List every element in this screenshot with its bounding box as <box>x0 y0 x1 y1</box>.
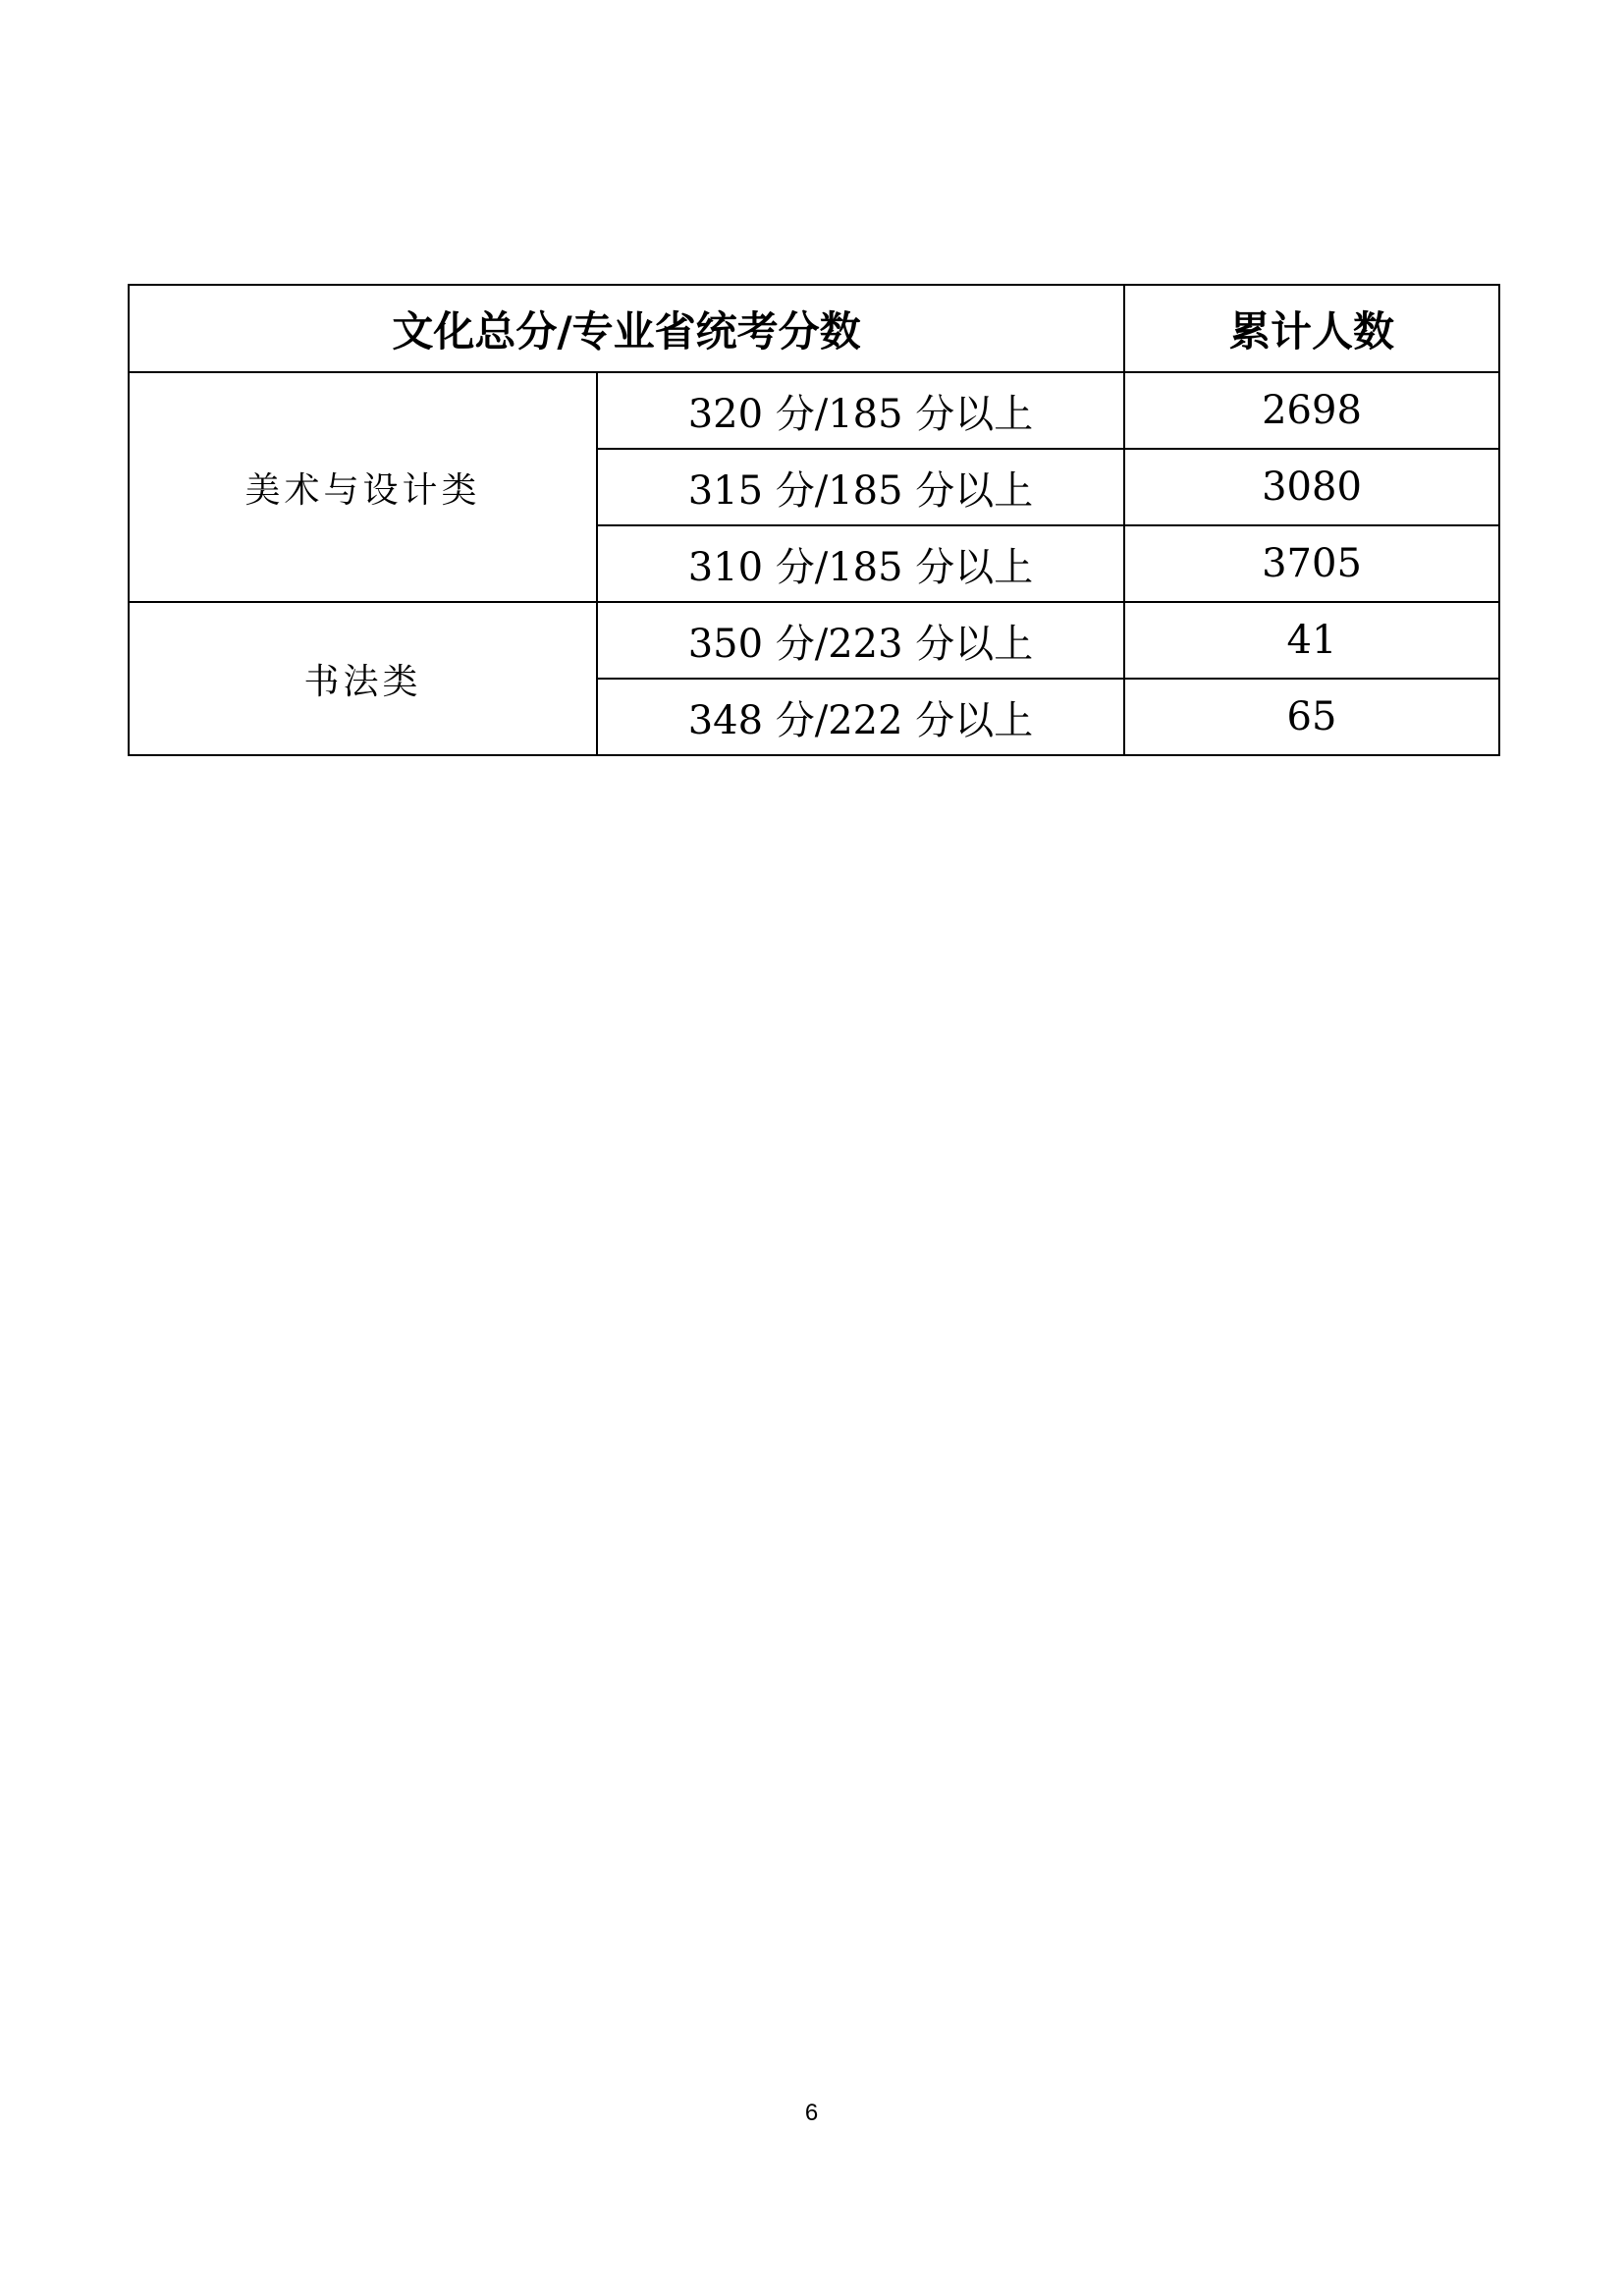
table-row <box>129 372 1499 449</box>
header-score: 文化总分/专业省统考分数 <box>129 285 1124 372</box>
score-table <box>128 284 1500 756</box>
score-cell: 348 分/222 分以上 <box>597 679 1124 755</box>
count-cell: 2698 <box>1124 372 1499 449</box>
count-cell: 65 <box>1124 679 1499 755</box>
category-calligraphy: 书法类 <box>129 602 597 755</box>
table-row <box>129 602 1499 679</box>
count-cell: 41 <box>1124 602 1499 679</box>
page-number: 6 <box>804 2100 819 2126</box>
header-cumulative: 累计人数 <box>1124 285 1499 372</box>
score-cell: 320 分/185 分以上 <box>597 372 1124 449</box>
table-header-row <box>129 285 1499 372</box>
count-cell: 3080 <box>1124 449 1499 525</box>
category-art-design: 美术与设计类 <box>129 372 597 602</box>
score-cell: 315 分/185 分以上 <box>597 449 1124 525</box>
score-cell: 350 分/223 分以上 <box>597 602 1124 679</box>
score-cell: 310 分/185 分以上 <box>597 525 1124 602</box>
count-cell: 3705 <box>1124 525 1499 602</box>
